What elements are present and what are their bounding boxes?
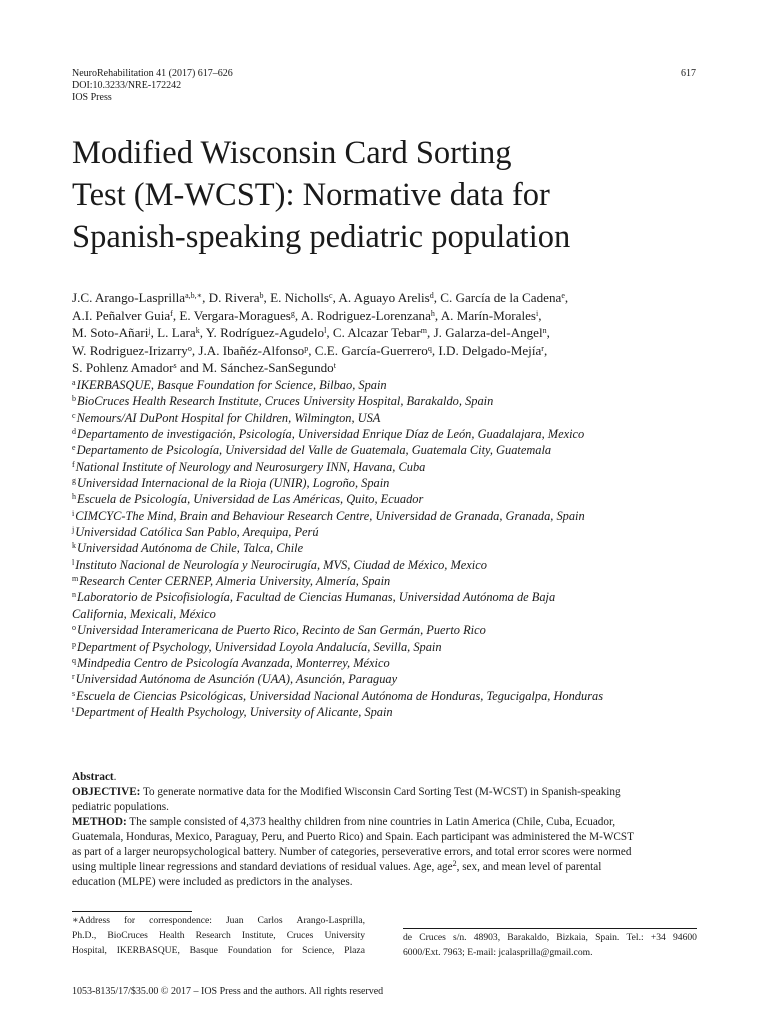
author-affiliation-mark: f: [170, 308, 173, 318]
footnote-word: Bizkaia,: [556, 932, 588, 943]
affiliation-item: [72, 704, 712, 720]
method-label: METHOD:: [72, 816, 127, 828]
author-name: W. Rodriguez-Irizarry: [72, 342, 188, 358]
page-number: 617: [681, 68, 696, 79]
footnote-word: de: [403, 932, 413, 943]
affiliation-item: [72, 524, 712, 540]
affiliation-list: [72, 377, 712, 720]
affiliation-mark: p: [72, 639, 76, 649]
author-affiliation-mark: g: [290, 308, 295, 318]
method-line: Guatemala, Honduras, Mexico, Paraguay, Peru, and Puerto Rico) and Spain. Each participant was administered the M-WCST: [72, 831, 634, 843]
affiliation-mark: m: [72, 574, 79, 584]
author-line: [72, 324, 712, 342]
footnote-line: [403, 945, 697, 960]
affiliation-item: [72, 491, 712, 507]
affiliation-mark: i: [72, 508, 75, 518]
footnote-word: Health: [158, 930, 185, 941]
footnote-word: Science,: [302, 945, 335, 956]
author-line: [72, 342, 712, 360]
footnote-word: Barakaldo,: [507, 932, 550, 943]
author-line: [72, 289, 712, 307]
affiliation-item: [72, 622, 712, 638]
footnote-line: [72, 913, 365, 928]
affiliation-text: Universidad Católica San Pablo, Arequipa, Perú: [75, 525, 319, 540]
affiliation-mark: t: [72, 704, 75, 714]
affiliation-text: IKERBASQUE, Basque Foundation for Science, Bilbao, Spain: [76, 378, 387, 392]
author-separator: ,: [546, 325, 550, 341]
objective-label: OBJECTIVE:: [72, 786, 141, 798]
author-separator: ,: [427, 325, 434, 341]
abstract-heading-line: Abstract.: [72, 771, 117, 783]
author-name: J. Galarza-del-Angel: [433, 325, 543, 341]
affiliation-item: [72, 540, 712, 556]
author-separator: ,: [294, 307, 301, 323]
journal-publisher: IOS Press: [72, 92, 112, 103]
affiliation-item: [72, 557, 712, 573]
author-separator: ,: [263, 290, 271, 305]
affiliation-item: [72, 426, 712, 442]
footnote-word: BioCruces: [107, 930, 148, 941]
footnote-word: Arango-Lasprilla,: [296, 915, 365, 926]
affiliation-text: Department of Psychology, Universidad Loyola Andalucía, Sevilla, Spain: [77, 639, 442, 654]
affiliation-mark: b: [72, 394, 76, 404]
affiliation-mark: a: [72, 378, 76, 387]
affiliation-item: [72, 442, 712, 458]
footnote-word: Hospital,: [72, 945, 107, 956]
journal-citation: NeuroRehabilitation 41 (2017) 617–626: [72, 68, 233, 79]
affiliation-mark: e: [72, 443, 76, 453]
author-separator: ,: [543, 342, 548, 358]
method-line: [72, 815, 698, 830]
author-separator: ,: [172, 307, 180, 323]
abstract: [72, 770, 698, 890]
author-separator: ,: [150, 325, 158, 341]
footnote-word: Plaza: [344, 945, 365, 956]
author-separator: ,: [433, 290, 441, 305]
title-line: Spanish-speaking pediatric population: [72, 219, 571, 255]
author-affiliation-mark: a,b,∗: [185, 291, 203, 300]
author-name: C.E. García-Guerrero: [314, 342, 428, 358]
affiliation-mark: f: [72, 459, 75, 469]
author-separator: ,: [308, 342, 315, 358]
author-affiliation-mark: b: [259, 291, 264, 300]
footnote-line: [403, 930, 697, 945]
method-line: using multiple linear regressions and standard deviations of residual values. Age, age$^2$, sex, and mean level of parental: [72, 859, 602, 873]
affiliation-text: Universidad Autónoma de Chile, Talca, Chile: [77, 541, 304, 556]
affiliation-mark: n: [72, 590, 76, 600]
author-affiliation-mark: p: [304, 343, 309, 353]
author-separator: and: [176, 360, 203, 376]
affiliation-item: [72, 410, 712, 426]
affiliation-mark: c: [72, 410, 76, 420]
objective-line: [72, 785, 698, 800]
footnote-word: Carlos: [257, 915, 283, 926]
affiliation-text: Escuela de Psicología, Universidad de Las Américas, Quito, Ecuador: [77, 492, 424, 507]
author-name: Y. Rodríguez-Agudelo: [205, 325, 325, 341]
affiliation-mark: k: [72, 541, 76, 551]
footnote-word: Ph.D.,: [72, 930, 97, 941]
footnote-word: for: [123, 915, 136, 926]
affiliation-mark: s: [72, 688, 76, 698]
author-affiliation-mark: l: [324, 326, 327, 336]
author-name: A.I. Peñalver Guia: [72, 307, 171, 323]
affiliation-item: [72, 508, 712, 524]
footnote-word: IKERBASQUE,: [116, 945, 180, 956]
author-name: C. Alcazar Tebar: [332, 325, 421, 341]
footnote-word: University: [324, 930, 365, 941]
affiliation-text: Laboratorio de Psicofisiología, Facultad de Ciencias Humanas, Universidad Autónoma de Baja: [77, 590, 556, 605]
affiliation-text: Instituto Nacional de Neurología y Neurocirugía, MVS, Ciudad de México, Mexico: [75, 557, 487, 572]
author-separator: ,: [431, 342, 439, 358]
affiliation-mark: r: [72, 672, 75, 682]
author-affiliation-mark: o: [187, 343, 192, 353]
author-name: E. Nicholls: [270, 290, 330, 305]
affiliation-item: [72, 393, 712, 409]
affiliation-text: Universidad Internacional de la Rioja (UNIR), Logroño, Spain: [77, 476, 390, 491]
author-name: A. Aguayo Arelis: [338, 290, 430, 305]
affiliation-item: [72, 606, 712, 622]
affiliation-item: [72, 589, 712, 605]
author-separator: ,: [326, 325, 333, 341]
author-affiliation-mark: r: [541, 343, 544, 353]
objective-line: pediatric populations.: [72, 801, 169, 813]
author-name: M. Sánchez-SanSegundo: [202, 360, 334, 376]
affiliation-mark: l: [72, 557, 75, 567]
footnote-word: Cruces: [419, 932, 446, 943]
author-separator: ,: [564, 290, 569, 305]
affiliation-text: BioCruces Health Research Institute, Cruces University Hospital, Barakaldo, Spain: [77, 394, 494, 409]
author-separator: ,: [332, 290, 339, 305]
objective-text: To generate normative data for the Modified Wisconsin Card Sorting Test (M-WCST) in Spanish-speaking: [140, 786, 621, 798]
affiliation-item: [72, 671, 712, 687]
footnote-word: Basque: [189, 945, 218, 956]
copyright-line: 1053-8135/17/$35.00 © 2017 – IOS Press and the authors. All rights reserved: [72, 986, 384, 997]
title-line: Test (M-WCST): Normative data for: [72, 177, 550, 213]
author-name: M. Soto-Añari: [72, 325, 149, 341]
method-line: education (MLPE) were included as predictors in the analyses.: [72, 876, 353, 888]
affiliation-text: California, Mexicali, México: [72, 606, 216, 621]
footnote-word: Foundation: [227, 945, 272, 956]
journal-header: [72, 68, 233, 104]
footnote-word: Juan: [225, 915, 244, 926]
method-line: as part of a larger neuropsychological battery. Number of categories, perseverative errors, and total error scores were normed: [72, 846, 632, 858]
affiliation-mark: d: [72, 427, 76, 437]
author-name: L. Lara: [157, 325, 196, 341]
affiliation-item: [72, 688, 712, 704]
author-name: D. Rivera: [208, 290, 260, 305]
author-affiliation-mark: m: [420, 326, 428, 336]
footnote-word: correspondence:: [149, 915, 212, 926]
author-affiliation-mark: s: [173, 361, 177, 371]
author-separator: ,: [191, 342, 199, 358]
author-affiliation-mark: t: [333, 361, 336, 371]
title-line: Modified Wisconsin Card Sorting: [72, 135, 512, 171]
footnote-word: +34: [650, 932, 666, 943]
footnote-word: Tel.:: [626, 932, 644, 943]
author-name: C. García de la Cadena: [440, 290, 562, 305]
footnote-line: [72, 928, 365, 943]
author-list: [72, 289, 712, 377]
affiliation-text: CIMCYC-The Mind, Brain and Behaviour Research Centre, Universidad de Granada, Granada, Spain: [75, 508, 585, 523]
abstract-heading: Abstract: [72, 771, 114, 783]
author-name: A. Rodriguez-Lorenzana: [300, 307, 431, 323]
affiliation-text: Department of Health Psychology, University of Alicante, Spain: [75, 704, 393, 719]
author-name: J.C. Arango-Lasprilla: [72, 290, 186, 305]
affiliation-item: [72, 573, 712, 589]
footnote-word: for: [281, 945, 293, 956]
footnote-rule: [72, 911, 192, 912]
journal-doi[interactable]: DOI:10.3233/NRE-172242: [72, 80, 182, 91]
affiliation-text: Universidad Interamericana de Puerto Rico, Recinto de San Germán, Puerto Rico: [77, 623, 486, 638]
author-name: E. Vergara-Moragues: [179, 307, 291, 323]
author-name: I.D. Delgado-Mejía: [438, 342, 542, 358]
author-separator: ,: [434, 307, 441, 323]
author-separator: ,: [538, 307, 542, 323]
author-name: A. Marín-Morales: [440, 307, 536, 323]
affiliation-text: Departamento de investigación, Psicología, Universidad Enrique Díaz de León, Guadalajara, Mexico: [77, 427, 585, 442]
author-affiliation-mark: n: [542, 326, 547, 336]
correspondence-footnote-right: [403, 930, 697, 960]
author-affiliation-mark: k: [195, 326, 200, 336]
affiliation-text: Mindpedia Centro de Psicología Avanzada, Monterrey, México: [77, 655, 390, 670]
author-affiliation-mark: c: [329, 291, 333, 300]
affiliation-mark: h: [72, 492, 76, 502]
affiliation-item: [72, 639, 712, 655]
affiliation-mark: q: [72, 655, 76, 665]
footnote-word: 6000/Ext. 7963; E-mail: jcalasprilla@gmail.com.: [403, 947, 593, 958]
affiliation-text: Escuela de Ciencias Psicológicas, Universidad Nacional Autónoma de Honduras, Tegucigalpa, Honduras: [76, 688, 604, 703]
affiliation-mark: g: [72, 476, 76, 486]
footnote-word: Institute,: [241, 930, 276, 941]
author-separator: ,: [202, 290, 209, 305]
affiliation-mark: o: [72, 623, 76, 633]
author-affiliation-mark: e: [561, 291, 565, 300]
affiliation-text: Nemours/AI DuPont Hospital for Children, Wilmington, USA: [76, 410, 381, 425]
footnote-word: 94600: [672, 932, 697, 943]
footnote-word: Spain.: [595, 932, 620, 943]
author-line: [72, 359, 712, 377]
affiliation-item: [72, 377, 712, 393]
method-text: The sample consisted of 4,373 healthy children from nine countries in Latin America (Chile, Cuba, Ecuador,: [126, 816, 616, 828]
footnote-word: 48903,: [473, 932, 501, 943]
footnote-rule: [403, 928, 697, 929]
author-name: J.A. Ibañéz-Alfonso: [198, 342, 305, 358]
affiliation-item: [72, 475, 712, 491]
affiliation-text: National Institute of Neurology and Neurosurgery INN, Havana, Cuba: [75, 459, 426, 474]
author-affiliation-mark: q: [427, 343, 432, 353]
affiliation-text: Research Center CERNEP, Almeria University, Almería, Spain: [79, 574, 391, 589]
footnote-line: [72, 943, 365, 958]
author-affiliation-mark: d: [429, 291, 434, 300]
author-affiliation-mark: i: [536, 308, 539, 318]
author-affiliation-mark: h: [430, 308, 435, 318]
author-name: S. Pohlenz Amador: [72, 360, 174, 376]
affiliation-mark: j: [72, 525, 75, 535]
footnote-word: Cruces: [286, 930, 314, 941]
author-separator: ,: [199, 325, 206, 341]
affiliation-text: Universidad Autónoma de Asunción (UAA), Asunción, Paraguay: [75, 672, 398, 687]
affiliation-text: Departamento de Psicología, Universidad del Valle de Guatemala, Guatemala City, Guatemala: [76, 443, 552, 458]
footnote-word: ∗Address: [72, 915, 110, 926]
affiliation-item: [72, 459, 712, 475]
article-title: [72, 132, 692, 258]
author-line: [72, 307, 712, 325]
footnote-word: s/n.: [452, 932, 467, 943]
author-affiliation-mark: j: [148, 326, 151, 336]
correspondence-footnote-left: [72, 913, 365, 958]
affiliation-item: [72, 655, 712, 671]
footnote-word: Research: [195, 930, 231, 941]
